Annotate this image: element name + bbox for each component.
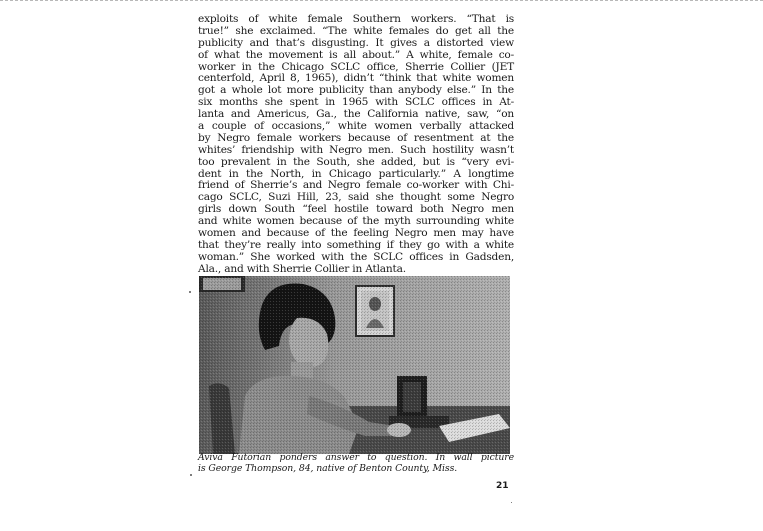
- article-line: got a whole lot more publicity than anybody else.” In the: [198, 84, 514, 97]
- article-line: by Negro female workers because of resentment at the: [198, 131, 514, 144]
- article-line: true!” she exclaimed. “The white females do get all the: [198, 24, 514, 37]
- article-line: too prevalent in the South, she added, but is “very evi-: [198, 155, 514, 168]
- article-line: cago SCLC, Suzi Hill, 23, said she thought some Negro: [198, 191, 514, 204]
- article-line: a couple of occasions,” white women verbally attacked: [198, 120, 514, 133]
- article-line: whites’ friendship with Negro men. Such hostility wasn’t: [198, 143, 514, 156]
- caption-line: is George Thompson, 84, native of Benton County, Miss.: [198, 462, 458, 474]
- article-body: [198, 14, 514, 276]
- article-line: that they’re really into something if they go with a white: [198, 238, 514, 251]
- article-line: dent in the North, in Chicago particularly.” A longtime: [198, 167, 514, 180]
- article-line: six months she spent in 1965 with SCLC offices in At-: [198, 96, 514, 109]
- scan-speck: [190, 474, 192, 476]
- article-line: and white women because of the myth surrounding white: [198, 215, 514, 228]
- article-line: centerfold, April 8, 1965), didn’t “think that white women: [198, 72, 514, 85]
- page-top-border: [0, 0, 763, 1]
- article-line: exploits of white female Southern workers. “That is: [198, 13, 514, 25]
- photograph-woman-at-desk: [199, 276, 510, 454]
- photo-caption: [198, 453, 514, 474]
- article-line: Ala., and with Sherrie Collier in Atlanta.: [198, 262, 406, 275]
- caption-line: Aviva Futorian ponders answer to question. In wall picture: [198, 452, 514, 463]
- article-line: woman.” She worked with the SCLC offices in Gadsden,: [198, 250, 514, 263]
- scan-speck: [189, 291, 191, 293]
- article-line: of what the movement is all about.” A white, female co-: [198, 48, 514, 61]
- article-line: friend of Sherrie’s and Negro female co-worker with Chi-: [198, 179, 514, 192]
- article-line: girls down South “feel hostile toward both Negro men: [198, 203, 514, 216]
- photo-illustration: [199, 276, 510, 454]
- article-line: women and because of the feeling Negro men may have: [198, 227, 514, 240]
- page-number: 21: [496, 481, 509, 491]
- scan-speck: [511, 502, 512, 503]
- article-line: lanta and Americus, Ga., the California native, saw, “on: [198, 108, 514, 121]
- article-line: worker in the Chicago SCLC office, Sherrie Collier (JET: [198, 60, 514, 73]
- article-line: publicity and that’s disgusting. It gives a distorted view: [198, 36, 514, 49]
